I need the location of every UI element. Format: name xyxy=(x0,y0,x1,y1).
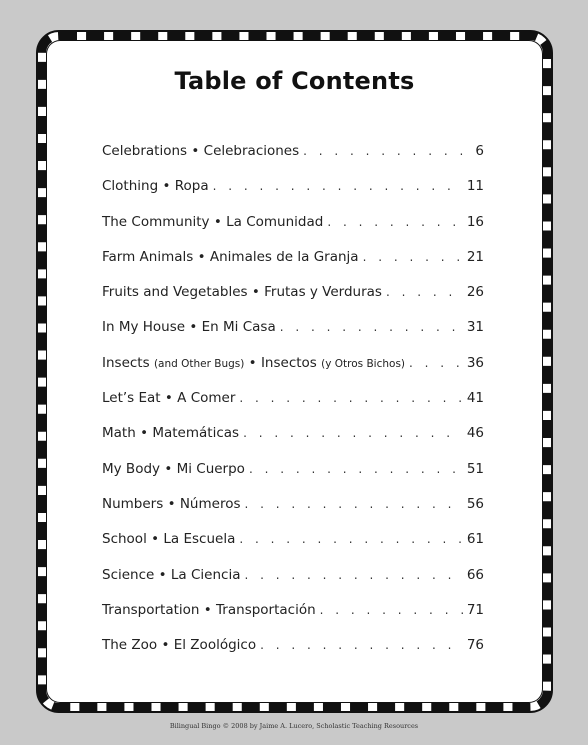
toc-entry[interactable] xyxy=(102,602,484,637)
toc-entry[interactable] xyxy=(102,355,484,390)
toc-entry[interactable] xyxy=(102,284,484,319)
dot-leader xyxy=(239,532,462,546)
page-number: 31 xyxy=(466,319,484,336)
dot-leader xyxy=(260,638,463,652)
page-number: 76 xyxy=(466,637,484,654)
page-number: 41 xyxy=(466,390,484,407)
toc-entry[interactable] xyxy=(102,425,484,460)
dot-leader xyxy=(243,426,463,440)
page-number: 16 xyxy=(466,213,484,230)
entry-title: The Community • La Comunidad xyxy=(102,213,324,230)
dot-leader xyxy=(303,144,466,158)
page-title: Table of Contents xyxy=(174,67,415,95)
entry-title: Science • La Ciencia xyxy=(102,566,241,583)
toc-entry[interactable] xyxy=(102,214,484,249)
toc-entry[interactable] xyxy=(102,178,484,213)
page-number: 26 xyxy=(466,284,484,301)
entry-title: Transportation • Transportación xyxy=(102,601,316,618)
toc-entry[interactable] xyxy=(102,496,484,531)
entry-title: My Body • Mi Cuerpo xyxy=(102,460,245,477)
entry-title: Farm Animals • Animales de la Granja xyxy=(102,248,359,265)
page-number: 21 xyxy=(466,248,484,265)
dot-leader xyxy=(249,462,463,476)
dot-leader xyxy=(213,179,463,193)
footer-credit: Bilingual Bingo © 2008 by Jaime A. Lucero, Scholastic Teaching Resources xyxy=(169,722,419,730)
page-number: 11 xyxy=(466,178,484,195)
toc-entry[interactable] xyxy=(102,390,484,425)
page-number: 46 xyxy=(466,425,484,442)
entry-title: Clothing • Ropa xyxy=(102,178,209,195)
dot-leader xyxy=(280,320,463,334)
toc-entry[interactable] xyxy=(102,637,484,672)
entry-title: Fruits and Vegetables • Frutas y Verduras xyxy=(102,284,382,301)
page-number: 71 xyxy=(466,601,484,618)
dot-leader xyxy=(327,215,463,229)
toc-entry[interactable] xyxy=(102,249,484,284)
page-number: 36 xyxy=(466,354,484,371)
entry-subtitle: (y Otros Bichos) xyxy=(321,357,406,370)
dot-leader xyxy=(244,568,462,582)
dot-leader xyxy=(239,391,462,405)
dot-leader xyxy=(409,356,463,370)
dot-leader xyxy=(386,285,463,299)
page-border xyxy=(37,31,552,712)
page-number: 56 xyxy=(466,495,484,512)
entry-title: Insects (and Other Bugs) • Insectos (y Otros Bichos) xyxy=(102,354,406,371)
toc-entry[interactable] xyxy=(102,319,484,354)
page-number: 61 xyxy=(466,531,484,548)
entry-title: In My House • En Mi Casa xyxy=(102,319,276,336)
entry-title: The Zoo • El Zoológico xyxy=(102,637,257,654)
toc-entry[interactable] xyxy=(102,567,484,602)
entry-title: Math • Matemáticas xyxy=(102,425,240,442)
page-number: 51 xyxy=(466,460,484,477)
dot-leader xyxy=(245,497,463,511)
page-number: 66 xyxy=(466,566,484,583)
entry-title: School • La Escuela xyxy=(102,531,236,548)
entry-title: Let’s Eat • A Comer xyxy=(102,390,236,407)
dot-leader xyxy=(363,250,463,264)
entry-title: Celebrations • Celebraciones xyxy=(102,143,300,159)
toc-entry[interactable] xyxy=(102,461,484,496)
dot-leader xyxy=(320,603,463,617)
entry-subtitle: (and Other Bugs) xyxy=(153,357,245,370)
entry-title: Numbers • Números xyxy=(102,495,241,512)
page-number: 6 xyxy=(475,143,484,159)
toc-entry[interactable] xyxy=(102,143,484,178)
toc-list xyxy=(102,143,484,672)
toc-entry[interactable] xyxy=(102,531,484,566)
page-panel xyxy=(46,40,543,703)
